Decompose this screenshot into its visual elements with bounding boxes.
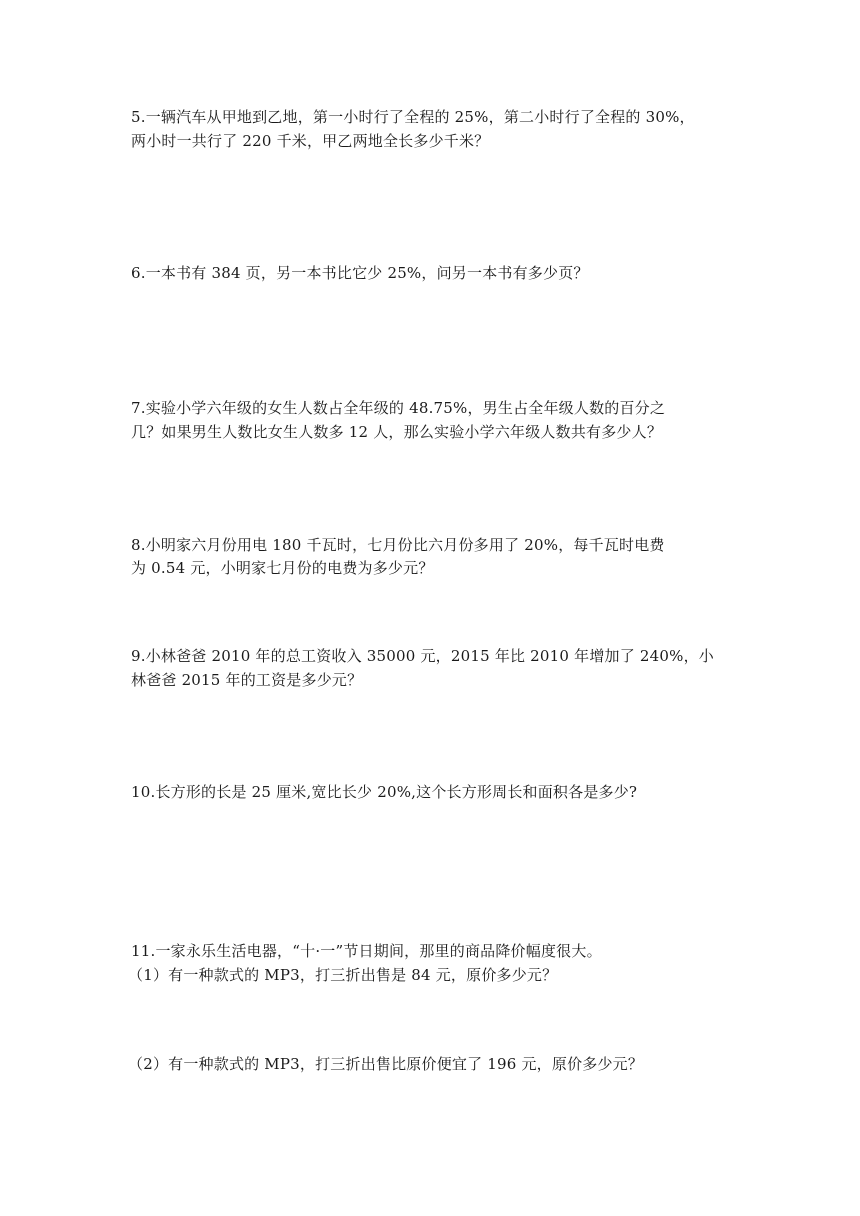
problem-9-line-2: 林爸爸 2015 年的工资是多少元？ [131,671,363,689]
problem-9-line-1: 9.小林爸爸 2010 年的总工资收入 35000 元，2015 年比 2010 年增加了 240%，小 [131,647,714,665]
problem-11-part-1: （1）有一种款式的 MP3，打三折出售是 84 元，原价多少元？ [128,966,558,984]
problem-7-line-1: 7.实验小学六年级的女生人数占全年级的 48.75%，男生占全年级人数的百分之 [131,399,666,417]
problem-8-line-1: 8.小明家六月份用电 180 千瓦时，七月份比六月份多用了 20%，每千瓦时电费 [131,536,665,554]
problem-6-line-1: 6.一本书有 384 页，另一本书比它少 25%，问另一本书有多少页？ [131,264,589,282]
problem-5-line-2: 两小时一共行了 220 千米，甲乙两地全长多少千米？ [131,132,490,150]
problem-8-line-2: 为 0.54 元，小明家七月份的电费为多少元？ [131,559,434,577]
problem-7-line-2: 几？如果男生人数比女生人数多 12 人，那么实验小学六年级人数共有多少人？ [131,423,663,441]
problem-5-line-1: 5.一辆汽车从甲地到乙地，第一小时行了全程的 25%，第二小时行了全程的 30%， [131,108,695,126]
problem-10-line-1: 10.长方形的长是 25 厘米,宽比长少 20%,这个长方形周长和面积各是多少? [131,783,638,801]
problem-11-line-1: 11.一家永乐生活电器，“十·一”节日期间，那里的商品降价幅度很大。 [131,942,602,960]
problem-11-part-2-line-1: （2）有一种款式的 MP3，打三折出售比原价便宜了 196 元，原价多少元？ [128,1055,644,1073]
